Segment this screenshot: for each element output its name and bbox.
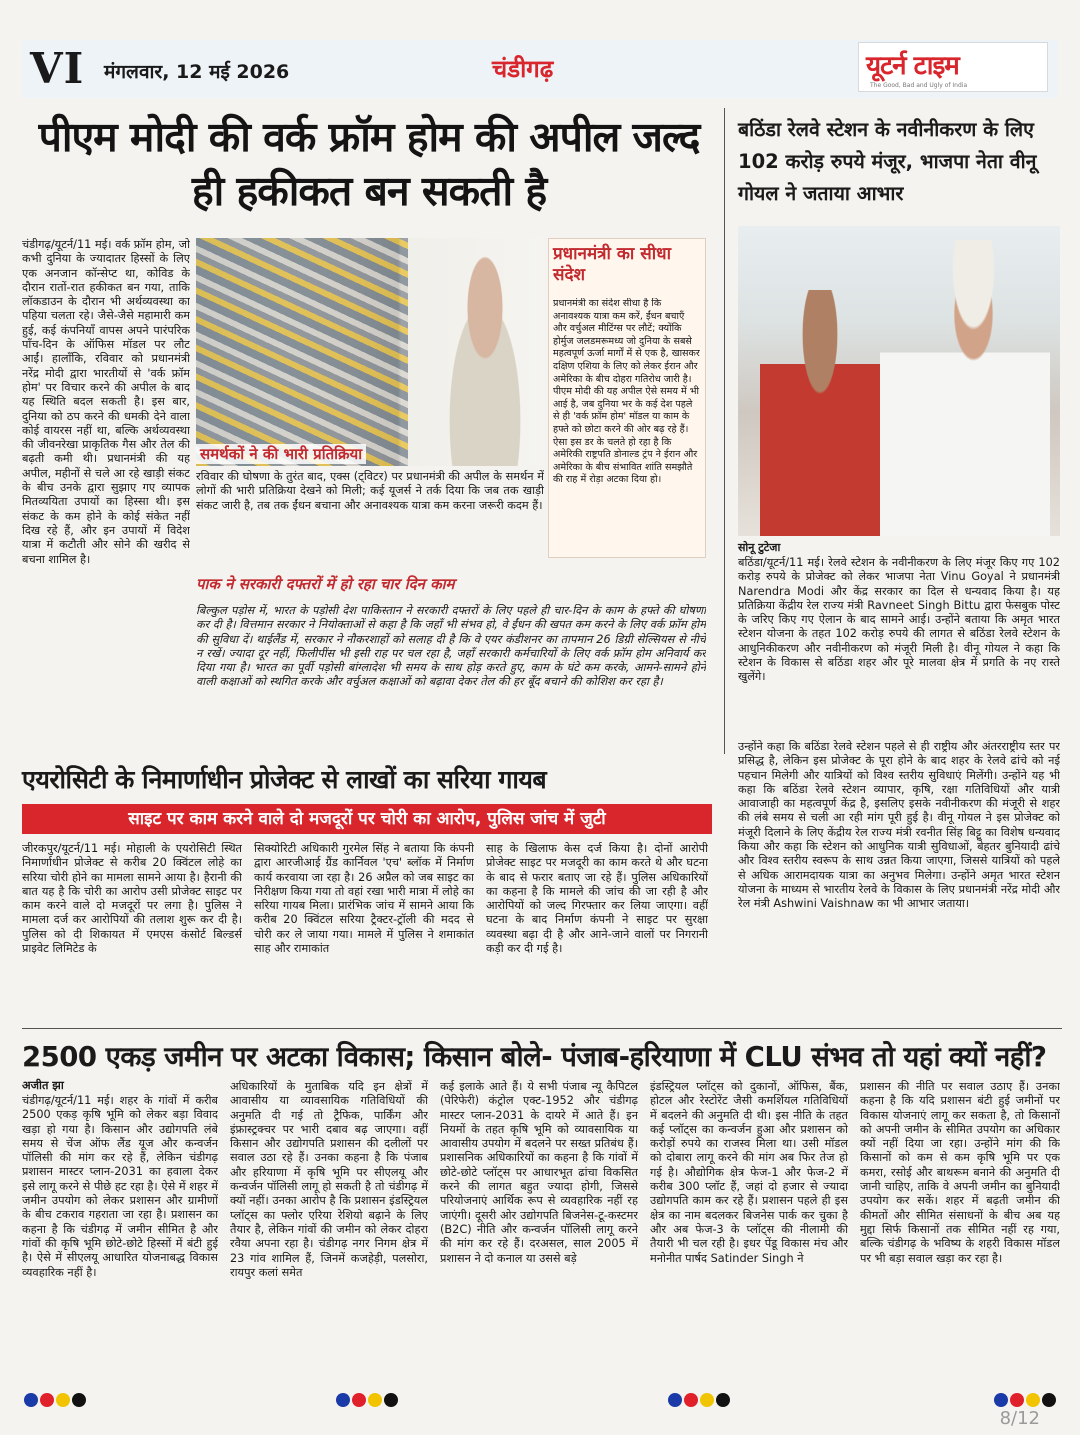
bathinda-body: बठिंडा/यूटर्न/11 मई। रेलवे स्टेशन के नवीनीकरण के लिए मंजूर किए गए 102 करोड़ रुपये के प्रोजेक्ट को लेकर भाजपा नेता Vinu Goyal ने प्रधानमंत्री Narendra Modi और केंद्र सरकार का दिल से धन्यवाद किया है। यह प्रतिक्रिया केंद्रीय रेल राज्य मंत्री Ravneet Singh Bittu द्वारा फेसबुक पोस्ट के जरिए किए गए ऐलान के बाद सामने आई। उन्होंने बताया कि अमृत भारत स्टेशन योजना के तहत 102 करोड़ रुपये की लागत से बठिंडा रेलवे स्टेशन के आधुनिकीकरण और नवीनीकरण को मंजूरी मिली है। वीनू गोयल ने कहा कि स्टेशन के विकास से बठिंडा शहर और पूरे मालवा क्षेत्र में प्रगति के नए रास्ते खुलेंगे।	[738, 556, 1060, 684]
aerocity-col-2: सिक्योरिटी अधिकारी गुरमेल सिंह ने बताया कि कंपनी द्वारा आरजीआई ग्रैंड कार्निवल 'एच' ब्लॉक में निर्माण कार्य करवाया जा रहा है। 26 अप्रैल को जब साइट का निरीक्षण किया गया तो वहां रखा भारी मात्रा में लोहे का सरिया गायब मिला। प्रारंभिक जांच में सामने आया कि करीब 20 क्विंटल सरिया ट्रैक्टर-ट्रॉली की मदद से चोरी कर ले जाया गया। मामले में पुलिस ने शमाकांत साह और रामाकांत	[254, 842, 474, 956]
registration-dot	[336, 1393, 350, 1407]
clu-col-2: अधिकारियों के मुताबिक यदि इन क्षेत्रों में आवासीय या व्यावसायिक गतिविधियों की अनुमति दी गई तो ट्रैफिक, पार्किंग और इंफ्रास्ट्रक्चर पर भारी दबाव बढ़ जाएगा। वहीं किसान और उद्योगपति प्रशासन की दलीलों पर सवाल उठा रहे हैं। उनका कहना है कि पंजाब और हरियाणा में कृषि भूमि पर सीएलयू और कन्वर्जन पॉलिसी लागू हो सकती है तो चंडीगढ़ में क्यों नहीं। उनका आरोप है कि प्रशासन इंडस्ट्रियल प्लॉट्स का फ्लोर एरिया रेशियो बढ़ाने के लिए तैयार है, लेकिन गांवों की जमीन को लेकर दोहरा रवैया अपना रहा है। चंडीगढ़ नगर निगम क्षेत्र में 23 गांव शामिल हैं, जिनमें कजहेड़ी, पलसोरा, रायपुर कलां समेत	[230, 1080, 428, 1279]
bathinda-headline: बठिंडा रेलवे स्टेशन के नवीनीकरण के लिए 102 करोड़ रुपये मंजूर, भाजपा नेता वीनू गोयल ने जताया आभार	[738, 118, 1037, 205]
issue-date: मंगलवार, 12 मई 2026	[104, 61, 290, 83]
registration-marks-left	[24, 1392, 88, 1408]
clu-col-4: इंडस्ट्रियल प्लॉट्स को दुकानों, ऑफिस, बैंक, होटल और रेस्टोरेंट जैसी कमर्शियल गतिविधियों में बदलने की अनुमति दी थी। इस नीति के तहत कई प्लॉट्स का कन्वर्जन हुआ और प्रशासन को करोड़ों रुपये का राजस्व मिला था। उसी मॉडल को दोबारा लागू करने की मांग अब फिर तेज हो गई है। औद्योगिक क्षेत्र फेज-1 और फेज-2 में करीब 300 प्लॉट हैं, जहां दो हजार से ज्यादा उद्योगपति काम कर रहे हैं। प्रशासन पहले ही इस क्षेत्र का नाम बदलकर बिजनेस पार्क कर चुका है और अब फेज-3 के प्लॉट्स की नीलामी की तैयारी भी चल रही है। इधर पेंडू विकास मंच और मनोनीत पार्षद Satinder Singh ने	[650, 1080, 848, 1265]
registration-dot	[1026, 1393, 1040, 1407]
page-indicator: 8/12	[999, 1408, 1040, 1429]
registration-dot	[56, 1393, 70, 1407]
bathinda-body-continued: उन्होंने कहा कि बठिंडा रेलवे स्टेशन पहले से ही राष्ट्रीय और अंतरराष्ट्रीय स्तर पर प्रसिद्ध है, लेकिन इस प्रोजेक्ट के पूरा होने के बाद शहर के रेलवे ढांचे को नई पहचान मिलेगी और यात्रियों को विश्व स्तरीय सुविधाएं मिलेंगी। उन्होंने यह भी कहा कि बठिंडा रेलवे स्टेशन व्यापार, कृषि, रक्षा गतिविधियों और यात्री आवाजाही का महत्वपूर्ण केंद्र है, इसलिए इसके नवीनीकरण की मंजूरी से शहर की लंबे समय से चली आ रही मांग पूरी हुई है। वीनू गोयल ने इस प्रोजेक्ट को मंजूरी दिलाने के लिए केंद्रीय रेल राज्य मंत्री रवनीत सिंह बिट्टू का विशेष धन्यवाद किया और कहा कि स्टेशन को आधुनिक यात्री सुविधाओं, बेहतर बुनियादी ढांचे और विश्व स्तरीय स्वरूप के साथ उन्नत किया जाएगा, जिससे यात्रियों को पहले से अधिक आरामदायक यात्रा का अनुभव मिलेगा। उन्होंने अमृत भारत स्टेशन योजना के माध्यम से भारतीय रेलवे के विकास के लिए प्रधानमंत्री नरेंद्र मोदी और रेल मंत्री Ashwini Vaishnaw का भी आभार जताया।	[738, 740, 1060, 911]
clu-byline: अजीत झा	[22, 1079, 64, 1092]
registration-dot	[668, 1393, 682, 1407]
registration-marks-center-right	[668, 1392, 732, 1408]
column-divider	[724, 108, 725, 754]
reaction-body: रविवार की घोषणा के तुरंत बाद, एक्स (ट्विटर) पर प्रधानमंत्री की अपील के समर्थन में लोगों की भारी प्रतिक्रिया देखने को मिली; कई यूजर्स ने तर्क दिया कि जब तक खाड़ी संकट जारी है, तब तक ईंधन बचाना और अनावश्यक यात्रा कम करना जरूरी कदम हैं।	[196, 470, 544, 512]
lead-headline: पीएम मोदी की वर्क फ्रॉम होम की अपील जल्द ही हकीकत बन सकती है	[38, 113, 700, 215]
photo-credit: सोनू टुटेजा	[738, 541, 781, 554]
logo-text: यूटर्न टाइम	[866, 51, 959, 81]
registration-dot	[40, 1393, 54, 1407]
clu-col-5: प्रशासन की नीति पर सवाल उठाए हैं। उनका कहना है कि यदि प्रशासन बंटी हुई जमीनों पर विकास योजनाएं लागू कर सकता है, तो किसानों को अपनी जमीन के सीमित उपयोग का अधिकार क्यों नहीं दिया जा रहा। उन्होंने मांग की कि किसानों को कम से कम कृषि भूमि पर एक कमरा, रसोई और बाथरूम बनाने की अनुमति दी जानी चाहिए, ताकि वे अपनी जमीन का बुनियादी उपयोग कर सकें। शहर में बढ़ती जमीन की कीमतों और सीमित संसाधनों के बीच अब यह मुद्दा सिर्फ किसानों तक सीमित नहीं रह गया, बल्कि चंडीगढ़ के भविष्य के शहरी विकास मॉडल पर भी बड़ा सवाल खड़ा कर रहा है।	[860, 1080, 1060, 1265]
clu-col-3: कई इलाके आते हैं। ये सभी पंजाब न्यू कैपिटल (पेरिफेरी) कंट्रोल एक्ट-1952 और चंडीगढ़ मास्टर प्लान-2031 के दायरे में आते हैं। इन नियमों के तहत कृषि भूमि को व्यावसायिक या आवासीय उपयोग में बदलने पर सख्त प्रतिबंध हैं। प्रशासनिक अधिकारियों का कहना है कि गांवों में छोटे-छोटे प्लॉट्स पर आधारभूत ढांचा विकसित करने की लागत बहुत ज्यादा होगी, जिससे परियोजनाएं आर्थिक रूप से व्यवहारिक नहीं रह जाएंगी। दूसरी ओर उद्योगपति बिजनेस-टू-कस्टमर (B2C) नीति और कन्वर्जन पॉलिसी लागू करने की मांग कर रहे हैं। दरअसल, साल 2005 में प्रशासन ने दो कनाल या उससे बड़े	[440, 1080, 638, 1265]
registration-dot	[24, 1393, 38, 1407]
registration-marks-right	[994, 1392, 1058, 1408]
clu-col-1: चंडीगढ़/यूटर्न/11 मई। शहर के गांवों में करीब 2500 एकड़ कृषि भूमि को लेकर बड़ा विवाद खड़ा हो गया है। किसान और उद्योगपति लंबे समय से चेंज ऑफ लैंड यूज और कन्वर्जन पॉलिसी की मांग कर रहे हैं, लेकिन चंडीगढ़ प्रशासन मास्टर प्लान-2031 का हवाला देकर इसे लागू करने से पीछे हट रहा है। ऐसे में शहर में जमीन उपयोग को लेकर प्रशासन और ग्रामीणों के बीच टकराव गहराता जा रहा है। प्रशासन का कहना है कि चंडीगढ़ में जमीन सीमित है और गांवों की कृषि भूमि छोटे-छोटे हिस्सों में बंटी हुई है। ऐसे में सीएलयू आधारित योजनाबद्ध विकास व्यवहारिक नहीं है।	[22, 1094, 218, 1279]
pakistan-body: बिल्कुल पड़ोस में, भारत के पड़ोसी देश पाकिस्तान ने सरकारी दफ्तरों के लिए पहले ही चार-दिन के काम के हफ्ते की घोषणा कर दी है। वित्तमान सरकार ने नियोक्ताओं से कहा है कि जहाँ भी संभव हो, वे ईंधन की खपत कम करने के लिए वर्क फ्रॉम होम की सुविधा दें। थाईलैंड में, सरकार ने नौकरशाहों को सलाह दी है कि वे एयर कंडीशनर का तापमान 26 डिग्री सेल्सियस से नीचे न रखें। ज्यादा दूर नहीं, फिलीपींस भी इसी राह पर चल रहा है, जहाँ सरकारी कर्मचारियों के लिए वर्क फ्रॉम होम अनिवार्य कर दिया गया है। भारत का पूर्वी पड़ोसी बांग्लादेश भी समय के साथ होड़ करते हुए, काम के घंटे कम करके, आमने-सामने होने वाली कक्षाओं को स्थगित करके और वर्चुअल कक्षाओं को बढ़ावा देकर तेल की हर बूँद बचाने की कोशिश कर रहा है।	[196, 604, 706, 689]
pm-box-title: प्रधानमंत्री का सीधा संदेश	[553, 244, 671, 285]
registration-dot	[716, 1393, 730, 1407]
registration-dot	[1042, 1393, 1056, 1407]
registration-dot	[72, 1393, 86, 1407]
registration-dot	[368, 1393, 382, 1407]
reaction-subhead: समर्थकों ने की भारी प्रतिक्रिया	[196, 444, 366, 464]
edition-city: चंडीगढ़	[492, 55, 554, 83]
pm-photo	[430, 240, 540, 466]
registration-dot	[684, 1393, 698, 1407]
registration-dot	[700, 1393, 714, 1407]
lead-body: चंडीगढ़/यूटर्न/11 मई। वर्क फ्रॉम होम, जो कभी दुनिया के ज्यादातर हिस्सों के लिए एक अनजान कॉन्सेप्ट था, कोविड के दौरान रातों-रात हकीकत बन गया, ताकि लॉकडाउन के दौरान भी अर्थव्यवस्था का पहिया चलता रहे। जैसे-जैसे महामारी कम हुई, कई कंपनियाँ वापस अपने पारंपरिक पाँच-दिन के ऑफिस मॉडल पर लौट आईं। हालाँकि, रविवार को प्रधानमंत्री नरेंद्र मोदी द्वारा भारतीयों से 'वर्क फ्रॉम होम' पर विचार करने की अपील के बाद यह स्थिति बदल सकती है। इस बार, दुनिया को ठप करने की धमकी देने वाला कोई वायरस नहीं था, बल्कि अर्थव्यवस्था की जीवनरेखा प्राकृतिक गैस और तेल की बढ़ती कमी थी। प्रधानमंत्री की यह अपील, महीनों से चले आ रहे खाड़ी संकट के बीच उनके द्वारा सुझाए गए व्यापक मितव्ययिता उपायों का हिस्सा थी। इस संकट के कम होने के कोई संकेत नहीं दिख रहे हैं, और इन उपायों में विदेश यात्रा में कटौती और सोने की खरीद से बचना शामिल है।	[22, 238, 190, 566]
photo-person-right	[880, 240, 1050, 536]
registration-dot	[352, 1393, 366, 1407]
page-number: VI	[30, 44, 85, 93]
aerocity-headline: एयरोसिटी के निमार्णाधीन प्रोजेक्ट से लाखों का सरिया गायब	[22, 765, 547, 794]
aerocity-col-1: जीरकपुर/यूटर्न/11 मई। मोहाली के एयरोसिटी स्थित निमार्णाधीन प्रोजेक्ट से करीब 20 क्विंटल लोहे का सरिया चोरी होने का मामला सामने आया है। हैरानी की बात यह है कि चोरी का आरोप उसी प्रोजेक्ट साइट पर काम करने वाले दो मजदूरों पर लगा है। पुलिस ने मामला दर्ज कर आरोपियों की तलाश शुरू कर दी है। पुलिस को दी शिकायत में एमएस कंसोर्ट बिल्डर्स प्राइवेट लिमिटेड के	[22, 842, 242, 956]
aerocity-col-3: साह के खिलाफ केस दर्ज किया है। दोनों आरोपी प्रोजेक्ट साइट पर मजदूरी का काम करते थे और घटना के बाद से फरार बताए जा रहे हैं। पुलिस अधिकारियों का कहना है कि मामले की जांच की जा रही है और आरोपियों को जल्द गिरफ्तार कर लिया जाएगा। वहीं घटना के बाद निर्माण कंपनी ने साइट पर सुरक्षा व्यवस्था बढ़ा दी है और आने-जाने वालों पर निगरानी कड़ी कर दी गई है।	[486, 842, 708, 956]
section-rule	[22, 1028, 1062, 1029]
pm-box-body: प्रधानमंत्री का संदेश सीधा है कि अनावश्यक यात्रा कम करें, ईंधन बचाएँ और वर्चुअल मीटिंग्स पर लौटें; क्योंकि होर्मुज जलडमरूमध्य जो दुनिया के सबसे महत्वपूर्ण ऊर्जा मार्गों में से एक है, खासकर दक्षिण एशिया के लिए को लेकर ईरान और अमेरिका के बीच दोहरा गतिरोध जारी है। पीएम मोदी की यह अपील ऐसे समय में भी आई है, जब दुनिया भर के कई देश पहले से ही 'वर्क फ्रॉम होम' मॉडल या काम के हफ्ते को छोटा करने की ओर बढ़ रहे हैं। ऐसा इस डर के चलते हो रहा है कि अमेरिकी राष्ट्रपति डोनाल्ड ट्रंप ने ईरान और अमेरिका के बीच संभावित शांति समझौते की राह में रोड़ा अटका दिया हो।	[553, 298, 700, 486]
pakistan-subhead: पाक ने सरकारी दफ्तरों में हो रहा चार दिन काम	[196, 575, 455, 593]
registration-dot	[994, 1393, 1008, 1407]
clu-headline: 2500 एकड़ जमीन पर अटका विकास; किसान बोले- पंजाब-हरियाणा में CLU संभव तो यहां क्यों नहीं?	[22, 1041, 1047, 1073]
registration-marks-center-left	[336, 1392, 400, 1408]
aerocity-subhead: साइट पर काम करने वाले दो मजदूरों पर चोरी का आरोप, पुलिस जांच में जुटी	[22, 804, 712, 834]
photo-person-left	[760, 290, 880, 536]
registration-dot	[384, 1393, 398, 1407]
logo-tagline: The Good, Bad and Ugly of India	[870, 82, 968, 89]
traffic-photo	[196, 238, 408, 466]
registration-dot	[1010, 1393, 1024, 1407]
